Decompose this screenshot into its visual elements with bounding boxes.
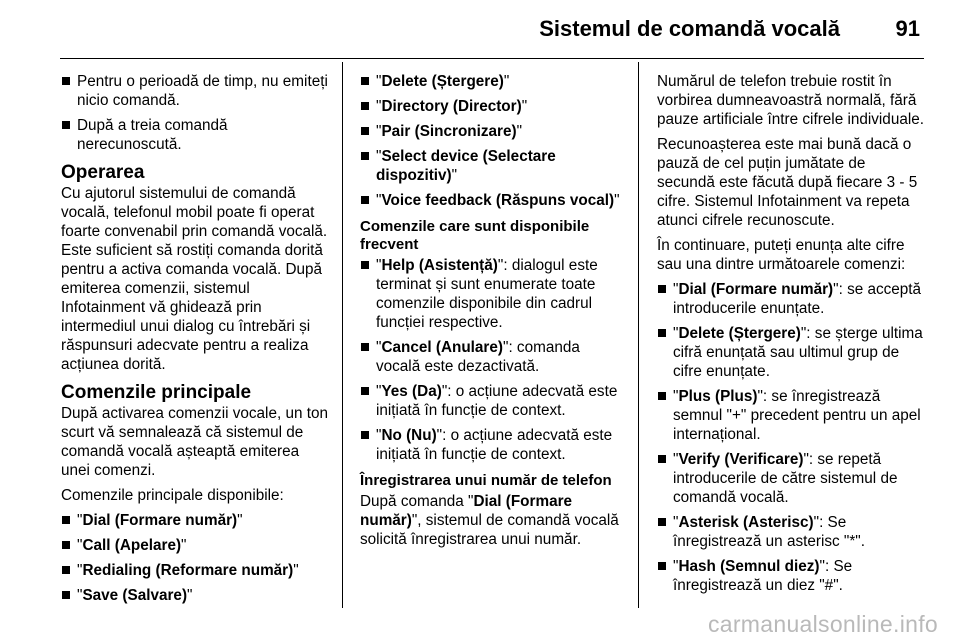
list-item: "Voice feedback (Răspuns vocal)" <box>360 191 624 210</box>
bullet-icon <box>658 562 666 570</box>
list-item: "Yes (Da)": o acțiune adecvată este inițiată în funcție de context. <box>360 382 624 420</box>
list-item: "Delete (Ștergere)" <box>360 72 624 91</box>
bullet-icon <box>658 455 666 463</box>
subsection-heading: Comenzile care sunt disponibile frecvent <box>360 218 590 253</box>
command-list <box>360 72 624 210</box>
command-label: Verify (Verificare) <box>678 451 804 468</box>
bullet-icon <box>361 77 369 85</box>
command-list <box>657 280 927 595</box>
list-item: "Delete (Ștergere)": se șterge ultima cifră enunțată sau ultimul grup de cifre enunțate. <box>657 324 927 381</box>
command-label: Plus (Plus) <box>678 388 758 405</box>
page-number: 91 <box>895 16 920 41</box>
body-paragraph: Recunoașterea este mai bună dacă o pauză de cel puțin jumătate de secundă este făcută după fiecare 3 - 5 cifre. Sistemul Infotainment va repeta atunci cifrele recunoscute. <box>657 136 918 229</box>
command-label: Yes (Da) <box>381 383 442 400</box>
body-paragraph: Cu ajutorul sistemului de comandă vocală, telefonul mobil poate fi operat foarte convenabil prin comandă vocală. Este suficient să rostiți comanda dorită pentru a activa comanda vocală. După emiterea comenzii, sistemul Infotainment vă ghidează prin intermediul unui dialog cu întrebări și răspunsuri adecvate pentru a realiza acțiunea dorită. <box>61 185 328 373</box>
list-item: "Hash (Semnul diez)": Se înregistrează un diez "#". <box>657 557 927 595</box>
list-item: "Select device (Selectare dispozitiv)" <box>360 147 624 185</box>
command-label: Voice feedback (Răspuns vocal) <box>381 192 615 209</box>
body-paragraph: Numărul de telefon trebuie rostit în vorbirea dumneavoastră normală, fără pauze artificiale între cifrele individuale. <box>657 73 924 128</box>
list-item: Pentru o perioadă de timp, nu emiteți nicio comandă. <box>61 72 329 110</box>
command-label: Dial (Formare număr) <box>82 512 238 529</box>
list-item: "Dial (Formare număr)": se acceptă introducerile enunțate. <box>657 280 927 318</box>
subsection-heading: Înregistrarea unui număr de telefon <box>360 472 612 489</box>
column-divider <box>638 62 639 608</box>
bullet-icon <box>62 516 70 524</box>
command-label: Redialing (Reformare număr) <box>82 562 294 579</box>
command-label: No (Nu) <box>381 427 437 444</box>
bullet-icon <box>62 77 70 85</box>
command-label: Hash (Semnul diez) <box>678 558 820 575</box>
bullet-icon <box>361 102 369 110</box>
list-item: "Cancel (Anulare)": comanda vocală este dezactivată. <box>360 338 624 376</box>
page-title: Sistemul de comandă vocală <box>539 16 840 41</box>
column-divider <box>342 62 343 608</box>
body-paragraph: După activarea comenzii vocale, un ton scurt vă semnalează că sistemul de comandă vocală așteaptă emiterea unei comenzi. <box>61 405 328 479</box>
list-item: "Dial (Formare număr)" <box>61 511 329 530</box>
command-label: Asterisk (Asterisc) <box>678 514 814 531</box>
command-label: Directory (Director) <box>381 98 522 115</box>
list-item: După a treia comandă nerecunoscută. <box>61 116 329 154</box>
list-item: "Save (Salvare)" <box>61 586 329 605</box>
bullet-icon <box>361 343 369 351</box>
list-item: "No (Nu)": o acțiune adecvată este inițiată în funcție de context. <box>360 426 624 464</box>
bullet-icon <box>361 261 369 269</box>
bullet-icon <box>361 152 369 160</box>
column-2 <box>360 72 624 555</box>
bullet-icon <box>62 121 70 129</box>
bullet-icon <box>361 196 369 204</box>
column-1 <box>61 72 329 611</box>
bullet-icon <box>62 541 70 549</box>
body-paragraph: Comenzile principale disponibile: <box>61 487 284 504</box>
bullet-icon <box>658 518 666 526</box>
bullet-icon <box>658 285 666 293</box>
list-item: "Call (Apelare)" <box>61 536 329 555</box>
list-item: "Directory (Director)" <box>360 97 624 116</box>
bullet-icon <box>62 591 70 599</box>
bullet-icon <box>62 566 70 574</box>
body-paragraph: În continuare, puteți enunța alte cifre sau una dintre următoarele comenzi: <box>657 237 906 273</box>
command-label: Save (Salvare) <box>82 587 188 604</box>
bullet-icon <box>658 392 666 400</box>
list-item: "Redialing (Reformare număr)" <box>61 561 329 580</box>
command-label: Dial (Formare număr) <box>678 281 834 298</box>
bullet-icon <box>658 329 666 337</box>
command-label: Dial (Formare număr) <box>360 493 573 529</box>
list-item: "Plus (Plus)": se înregistrează semnul "+" precedent pentru un apel internațional. <box>657 387 927 444</box>
list-item: "Help (Asistență)": dialogul este terminat și sunt enumerate toate comenzile disponibile din cadrul funcției respective. <box>360 256 624 332</box>
command-label: Pair (Sincronizare) <box>381 123 517 140</box>
bullet-list <box>61 72 329 154</box>
bullet-icon <box>361 387 369 395</box>
command-list <box>61 511 329 605</box>
body-paragraph: După comanda "Dial (Formare număr)", sistemul de comandă vocală solicită înregistrarea unui număr. <box>360 493 619 548</box>
bullet-icon <box>361 127 369 135</box>
command-label: Cancel (Anulare) <box>381 339 503 356</box>
command-label: Delete (Ștergere) <box>678 325 801 342</box>
section-heading: Comenzile principale <box>61 382 252 403</box>
page-header <box>60 0 924 59</box>
bullet-icon <box>361 431 369 439</box>
column-3 <box>657 72 927 601</box>
command-label: Delete (Ștergere) <box>381 73 504 90</box>
list-item: "Pair (Sincronizare)" <box>360 122 624 141</box>
section-heading: Operarea <box>61 162 145 183</box>
command-label: Help (Asistență) <box>381 257 498 274</box>
list-item: "Asterisk (Asterisc)": Se înregistrează un asterisc "*". <box>657 513 927 551</box>
command-label: Select device (Selectare dispozitiv) <box>376 148 556 184</box>
list-item: "Verify (Verificare)": se repetă introducerile de către sistemul de comandă vocală. <box>657 450 927 507</box>
command-label: Call (Apelare) <box>82 537 182 554</box>
watermark: carmanualsonline.info <box>707 611 938 637</box>
command-list <box>360 256 624 464</box>
